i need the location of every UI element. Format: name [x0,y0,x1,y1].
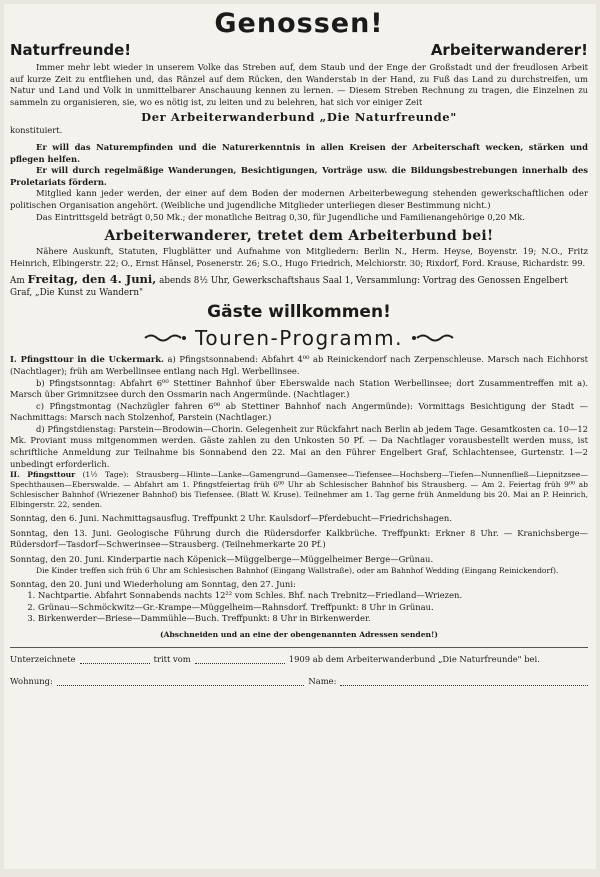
goal-education: Er will durch regelmäßige Wanderungen, Besichtigungen, Vorträge usw. die Bildungsbestrebungen innerhalb des Proletariats fördern. [10,165,588,187]
tour1-title: I. Pfingsttour in die Uckermark. [10,354,164,365]
schedule-june-20: Sonntag, den 20. Juni. Kinderpartie nach Köpenick—Müggelberge—Müggelheimer Berge—Grünau. [10,554,434,565]
undersigned-field[interactable] [80,654,150,664]
schedule-june-20-note: Die Kinder treffen sich früh 6 Uhr am Schlesischen Bahnhof (Eingang Wallstraße), oder am Bahnhof Wedding (Eingang Reinickendorf). [36,565,559,575]
join-callout: Arbeiterwanderer, tretet dem Arbeiterbund bei! [104,228,494,245]
cut-divider [10,647,588,648]
tour1-a [10,354,588,377]
list-item: 2. Grünau—Schmöckwitz—Gr.-Krampe—Müggelheim—Rahnsdorf. Treffpunkt: 8 Uhr in Grünau. [38,602,588,613]
list-item: 3. Birkenwerder—Briese—Dammühle—Buch. Treffpunkt: 8 Uhr in Birkenwerder. [38,613,588,624]
meeting-announcement [10,273,588,299]
meeting-date: Freitag, den 4. Juni, [27,272,157,287]
tour1-d: d) Pfingstdienstag: Parstein—Brodowin—Chorin. Gelegenheit zur Rückfahrt nach Berlin ab jedem Tage. Gesamtkosten ca. 10—12 Mk. Proviant muss mitgenommen werden. Gäste zahlen zu den Unkosten 50 Pf. — Da Nachtlager vorausbestellt werden muss, ist schriftliche Anmeldung zur Teilnahme bis Sonnabend den 22. Mai an den Führer Engelbert Graf, Schlachtensee, Gurtenstr. 1—2 unbedingt erforderlich. [10,423,588,469]
tour1-c: c) Pfingstmontag (Nachzügler fahren 6⁰⁰ ab Stettiner Bahnhof nach Angermünde): Vormittags Besichtigung der Stadt — Nachmittags: Marsch nach Stolzenhof, Parstein (Nachtlager.) [10,400,588,423]
intro-paragraph: Immer mehr lebt wieder in unserem Volke das Streben auf, dem Staub und der Enge der Großstadt und der freudlosen Arbeit auf kurze Zeit zu entfliehen und, das Ränzel auf dem Rücken, den Wanderstab in der Hand, zu Fuß das Land zu durchstreifen, um Natur und Land und Volk in unmittelbarer Anschauung kennen zu lernen. — Diesem Streben Rechnung zu tragen, die Einzelnen zu sammeln zu organisieren, sie, wo es nötig ist, zu leiten und zu belehren, hat sich vor einiger Zeit [10,62,588,107]
meeting-details: abends 8½ Uhr, Gewerkschaftshaus Saal 1, Versammlung: Vortrag des Genossen Engelbert Graf, „Die Kunst zu Wandern" [10,276,568,299]
fees-text: Das Eintrittsgeld beträgt 0,50 Mk.; der monatliche Beitrag 0,30, für Jugendliche und Familienangehörige 0,20 Mk. [36,211,525,222]
schedule-june-13: Sonntag, den 13. Juni. Geologische Führung durch die Rüdersdorfer Kalkbrüche. Treffpunkt: Erkner 8 Uhr. — Kranichsberge—Rüdersdorf—Tasdorf—Schwerinsee—Strausberg. (Teilnehmerkarte 20 Pf.) [10,527,588,550]
form-from-label: tritt vom [153,654,191,665]
form-wohnung-label: Wohnung: [10,676,53,687]
contact-addresses: Nähere Auskunft, Statuten, Flugblätter und Aufnahme von Mitgliedern: Berlin N., Herm. Heyse, Boyenstr. 19; N.O., Fritz Heinrich, Elbingerstr. 22; O., Ernst Hänsel, Posenerstr. 26; S.O., Hugo Friedrich, Melchiorstr. 30; Rixdorf, Ford. Krause, Richardstr. 99. [10,246,588,268]
guests-welcome: Gäste willkommen! [207,302,391,323]
leaflet [4,4,596,869]
program-title: Touren-Programm. [195,326,403,351]
form-name-label: Name: [308,676,337,687]
schedule-june-6: Sonntag, den 6. Juni. Nachmittagsausflug. Treffpunkt 2 Uhr. Kaulsdorf—Pferdebucht—Friedrichshagen. [10,513,452,524]
address-field[interactable] [57,676,305,686]
tour2-title: II. Pfingsttour [10,470,76,480]
goal-nature: Er will das Naturempfinden und die Naturerkenntnis in allen Kreisen der Arbeiterschaft wecken, stärken und pflegen helfen. [10,141,588,164]
schedule-june-20-27: Sonntag, den 20. Juni und Wiederholung am Sonntag, den 27. Juni: [10,578,296,589]
ornament-left-icon [143,333,187,343]
list-item: 1. Nachtpartie. Abfahrt Sonnabends nachts 12²² vom Schles. Bhf. nach Trebnitz—Friedland—Wriezen. [38,590,588,601]
membership-rules: Mitglied kann jeder werden, der einer auf dem Boden der modernen Arbeiterbewegung stehenden gewerkschaftlichen oder politischen Organisation angehört. (Weibliche und jugendliche Mitglieder unterliegen dieser Bestimmung nicht.) [10,188,588,210]
tour1-b: b) Pfingstsonntag: Abfahrt 6⁰⁰ Stettiner Bahnhof über Eberswalde nach Station Werbellinsee; dort Zusammentreffen mit a). Marsch über Grimnitzsee durch den Ossmarin nach Angermünde. (Nachtlager.) [10,377,588,400]
organization-name: Der Arbeiterwanderbund „Die Naturfreunde" [141,110,457,125]
salute-naturfreunde: Naturfreunde! [10,41,132,59]
salutation [10,41,588,59]
tour1-a-text: a) Pfingstsonnabend: Abfahrt 4⁰⁰ ab Reinickendorf nach Zerpenschleuse. Marsch nach Eichhorst (Nachtlager); früh am Werbellinsee entlang nach Hgl. Werbellinsee. [10,354,588,376]
program-heading [10,326,588,350]
start-date-field[interactable] [195,654,285,664]
membership-form-line [10,654,588,664]
tour2-text: (1½ Tage): Strausberg—Hlinte—Lanke—Gamengrund—Gamensee—Tiefensee—Hochsberg—Tiefen—Nunnenfließ—Liepnitzsee—Spechthausen—Eberswalde. — Abfahrt am 1. Pfingstfeiertag früh 6⁰⁰ Uhr ab Schlesischer Bahnhof bis Strausberg. — Am 2. Feiertag früh 9⁰⁰ ab Schlesischer Bahnhof (Wriezener Bahnhof) bis Tiefensee. (Blatt W. Kruse). Teilnehmer am 1. Tag gerne früh Anmeldung bis 20. Mai an P. Heinrich, Elbingerstr. 22, senden. [10,470,588,510]
schedule-options-list [10,590,588,624]
constituted-text: konstituiert. [10,125,63,136]
form-join-text: 1909 ab dem Arbeiterwanderbund „Die Naturfreunde" bei. [288,654,540,665]
meeting-prefix: Am [10,276,25,287]
leaflet-title: Genossen! [214,8,384,39]
name-field[interactable] [340,676,588,686]
form-undersigned-label: Unterzeichnete [10,654,76,665]
salute-arbeiterwanderer: Arbeiterwanderer! [430,41,588,59]
tour2 [10,470,588,510]
cut-instruction: (Abschneiden und an eine der obengenannten Adressen senden!) [160,630,438,640]
ornament-right-icon [411,333,455,343]
address-form-line [10,676,588,686]
